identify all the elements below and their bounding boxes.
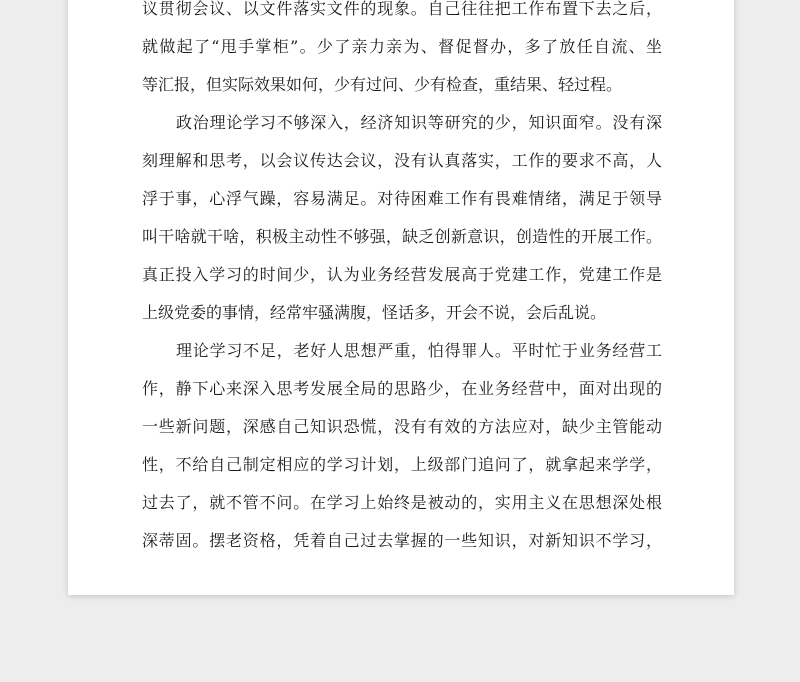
paragraph-3: [142, 332, 662, 560]
text-line: 一些新问题，深感自己知识恐慌，没有有效的方法应对，缺少主管能动: [142, 417, 662, 436]
text-line: 理论学习不足，老好人思想严重，怕得罪人。平时忙于业务经营工: [176, 341, 662, 360]
text-line: 政治理论学习不够深入，经济知识等研究的少，知识面窄。没有深: [176, 113, 662, 132]
text-line: 议贯彻会议、以文件落实文件的现象。自己往往把工作布置下去之后，: [142, 0, 662, 18]
text-line: 作，静下心来深入思考发展全局的思路少，在业务经营中，面对出现的: [142, 379, 662, 398]
document-body: [142, 0, 662, 560]
document-page: [68, 0, 734, 595]
text-line: 叫干啥就干啥，积极主动性不够强，缺乏创新意识，创造性的开展工作。: [142, 227, 662, 246]
text-line: 等汇报，但实际效果如何，少有过问、少有检查，重结果、轻过程。: [142, 75, 623, 94]
text-line: 过去了，就不管不问。在学习上始终是被动的，实用主义在思想深处根: [142, 493, 662, 512]
text-line: 浮于事，心浮气躁，容易满足。对待困难工作有畏难情绪，满足于领导: [142, 189, 662, 208]
text-line: 性，不给自己制定相应的学习计划，上级部门追问了，就拿起来学学，: [142, 455, 662, 474]
text-line: 就做起了“甩手掌柜”。少了亲力亲为、督促督办，多了放任自流、坐: [142, 37, 662, 56]
text-line: 真正投入学习的时间少，认为业务经营发展高于党建工作，党建工作是: [142, 265, 662, 284]
paragraph-2: [142, 104, 662, 332]
text-line: 深蒂固。摆老资格，凭着自己过去掌握的一些知识，对新知识不学习，: [142, 531, 662, 550]
paragraph-1: [142, 0, 662, 104]
text-line: 刻理解和思考，以会议传达会议，没有认真落实，工作的要求不高，人: [142, 151, 662, 170]
text-line: 上级党委的事情，经常牢骚满腹，怪话多，开会不说，会后乱说。: [142, 303, 607, 322]
